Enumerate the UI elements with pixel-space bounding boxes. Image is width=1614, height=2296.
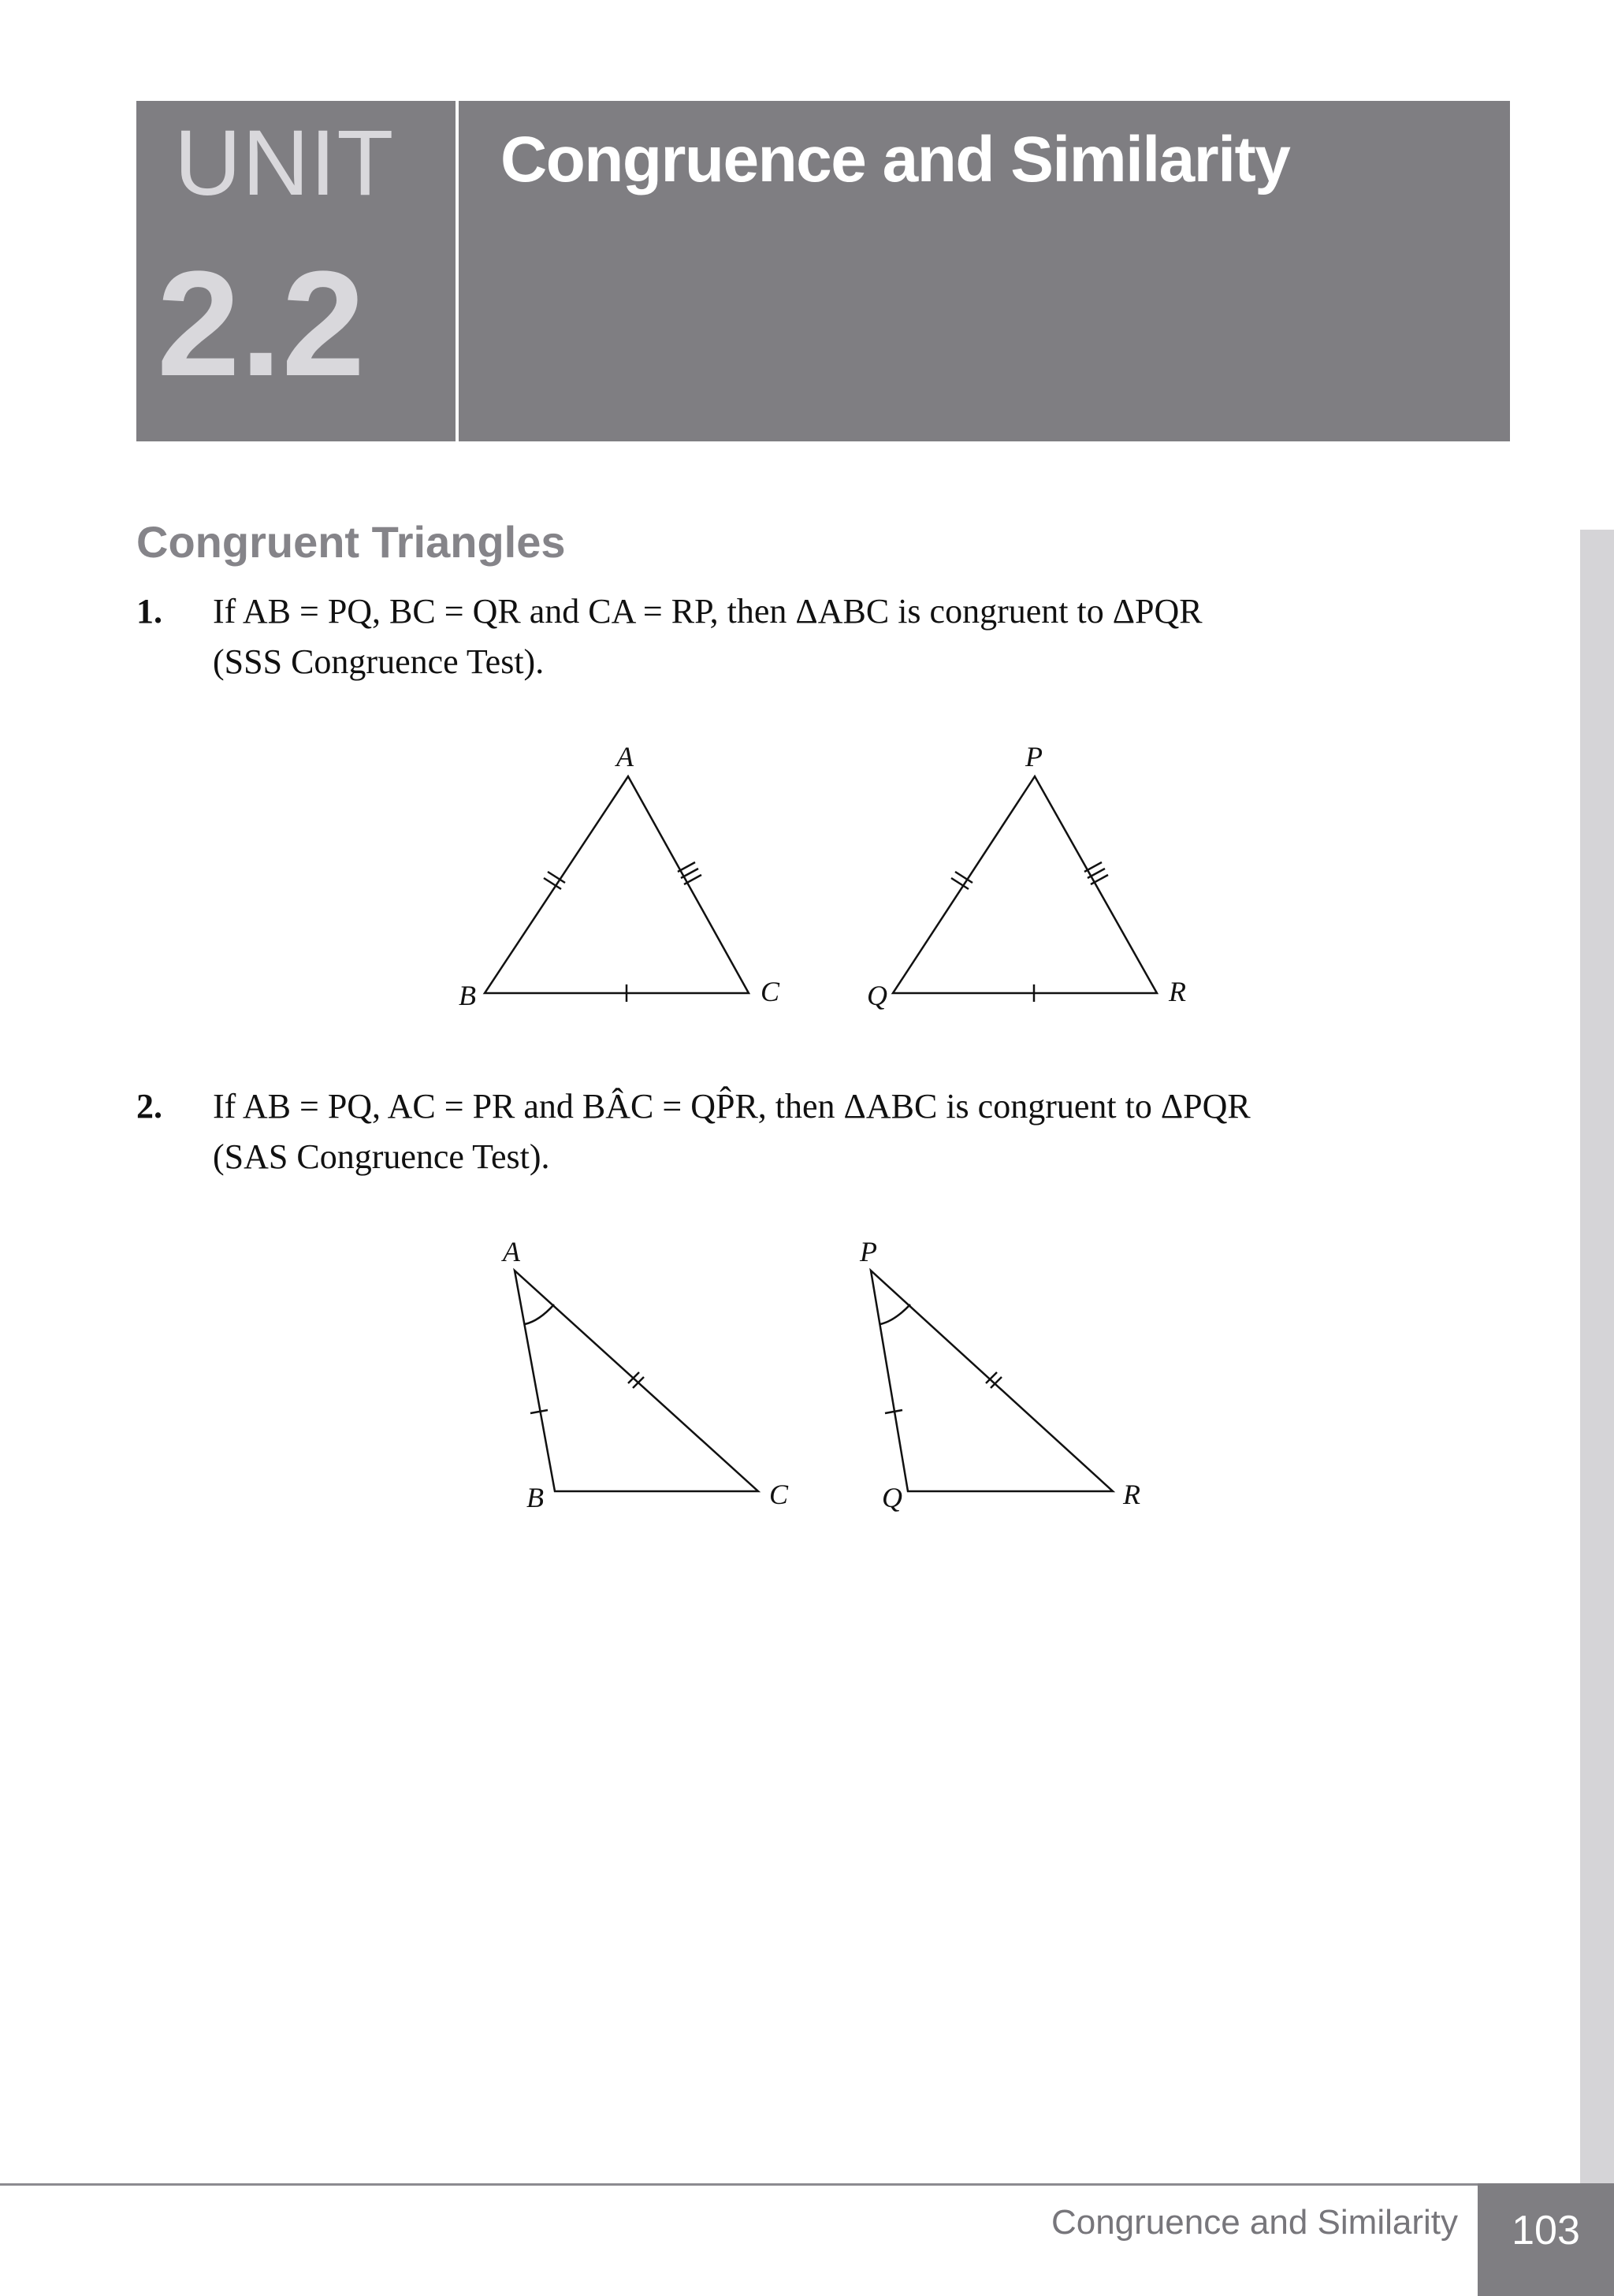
triangle-pqr xyxy=(871,1271,1113,1491)
triangle-abc xyxy=(515,1271,758,1491)
vertex-label-p: P xyxy=(860,1236,877,1267)
unit-number: 2.2 xyxy=(157,240,366,407)
vertex-label-q: Q xyxy=(882,1482,902,1513)
item-number: 2. xyxy=(136,1087,162,1126)
item-number: 1. xyxy=(136,592,162,631)
item-text-line-1: If AB = PQ, BC = QR and CA = RP, then ΔABC is congruent to ΔPQR xyxy=(213,592,1203,631)
vertex-label-c: C xyxy=(769,1479,789,1510)
item-text-line-2: (SSS Congruence Test). xyxy=(213,642,545,681)
angle-arc-a xyxy=(525,1304,554,1324)
vertex-label-c: C xyxy=(761,976,780,1007)
angle-arc-p xyxy=(880,1304,910,1324)
page-number: 103 xyxy=(1512,2208,1580,2253)
vertex-label-b: B xyxy=(459,980,476,1011)
item-text-line-2: (SAS Congruence Test). xyxy=(213,1137,550,1176)
vertex-label-r: R xyxy=(1169,976,1186,1007)
vertex-label-r: R xyxy=(1123,1479,1140,1510)
item-text-line-1: If AB = PQ, AC = PR and BÂC = QP̂R, then ΔABC is congruent to ΔPQR xyxy=(213,1087,1251,1126)
vertex-label-q: Q xyxy=(867,980,887,1011)
running-title: Congruence and Similarity xyxy=(1051,2203,1458,2242)
vertex-label-b: B xyxy=(526,1482,544,1513)
page-number-box xyxy=(1478,2183,1614,2296)
section-title: Congruent Triangles xyxy=(136,517,566,567)
vertex-label-p: P xyxy=(1025,741,1043,772)
footer-rule xyxy=(0,2183,1478,2186)
vertex-label-a: A xyxy=(503,1236,520,1267)
unit-label: UNIT xyxy=(174,111,395,215)
tick-ab xyxy=(530,1410,548,1413)
unit-title: Congruence and Similarity xyxy=(500,124,1290,195)
vertex-label-a: A xyxy=(616,741,634,772)
side-thumb-tab xyxy=(1580,530,1614,2183)
